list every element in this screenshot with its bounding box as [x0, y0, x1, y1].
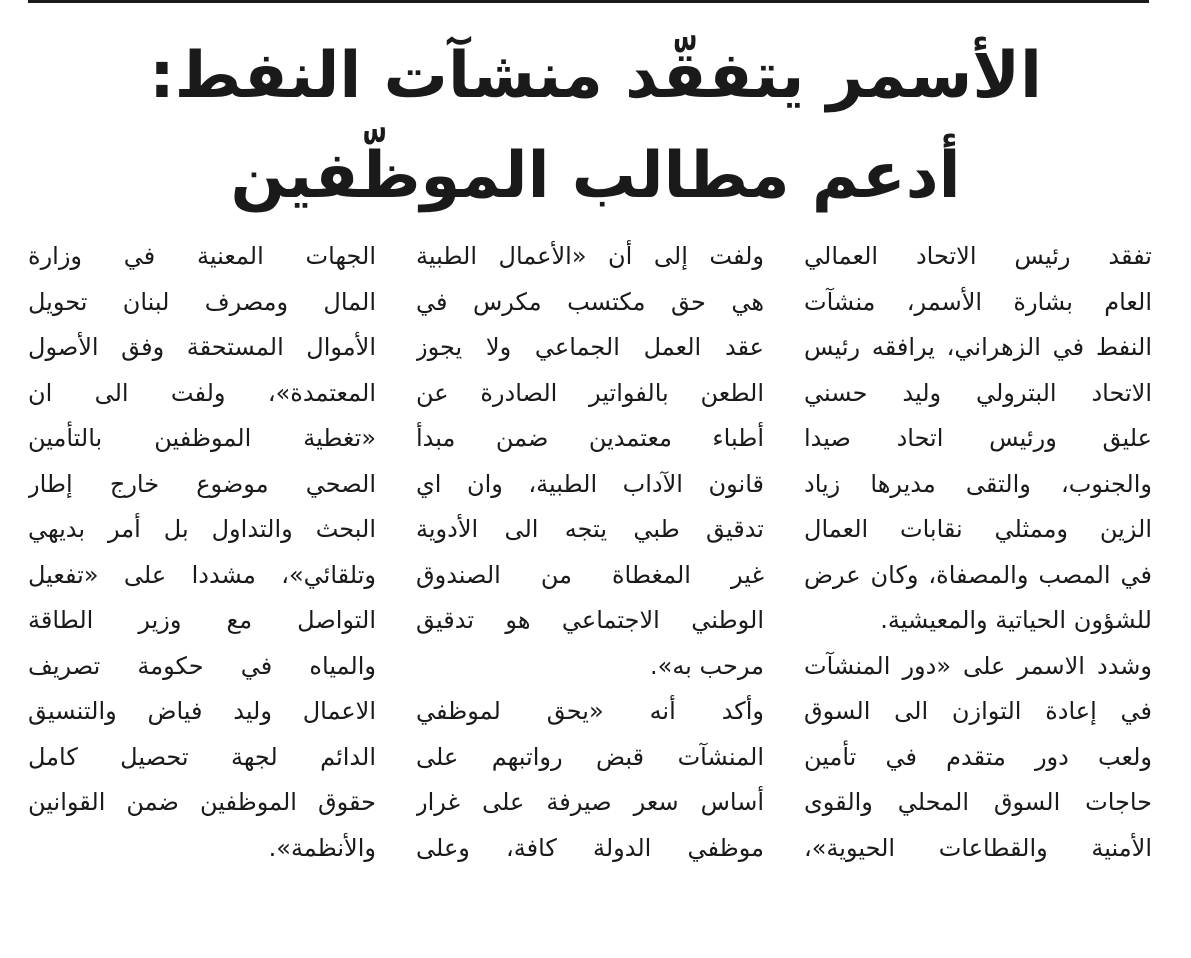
body-line: الجهات المعنية في وزارة [28, 242, 376, 270]
headline-line-2: أدعم مطالب الموظّفين [230, 139, 961, 213]
body-line: النفط في الزهراني، يرافقه رئيس [804, 333, 1152, 361]
body-line: للشؤون الحياتية والمعيشية. [880, 606, 1152, 634]
body-line: الصحي موضوع خارج إطار [28, 469, 376, 498]
body-line: موظفي الدولة كافة، وعلى [416, 833, 764, 862]
article-body [28, 234, 1152, 894]
body-line: المال ومصرف لبنان تحويل [28, 287, 376, 316]
body-line: الأمنية والقطاعات الحيوية»، [804, 833, 1152, 862]
body-line: غير المغطاة من الصندوق [416, 560, 764, 589]
body-line: أطباء معتمدين ضمن مبدأ [416, 424, 764, 452]
body-line: الزين وممثلي نقابات العمال [804, 515, 1152, 543]
body-line: التواصل مع وزير الطاقة [28, 606, 376, 634]
article-column-3 [28, 234, 376, 894]
article-column-2 [416, 234, 764, 894]
body-line: تفقد رئيس الاتحاد العمالي [804, 242, 1152, 270]
body-line: والجنوب، والتقى مديرها زياد [804, 469, 1152, 498]
article-headline [40, 26, 1151, 226]
top-rule [28, 0, 1149, 3]
body-line: مرحب به». [650, 651, 764, 680]
body-line: في إعادة التوازن الى السوق [804, 697, 1152, 725]
body-line: والأنظمة». [268, 833, 376, 862]
body-line: ولعب دور متقدم في تأمين [804, 742, 1152, 771]
article-column-1 [804, 234, 1152, 894]
body-line: عليق ورئيس اتحاد صيدا [804, 424, 1152, 452]
body-line: وأكد أنه «يحق لموظفي [416, 697, 764, 725]
body-line: هي حق مكتسب مكرس في [416, 287, 764, 316]
body-line: والمياه في حكومة تصريف [28, 651, 376, 680]
body-line: أساس سعر صيرفة على غرار [416, 788, 764, 816]
body-line: الاتحاد البترولي وليد حسني [804, 378, 1152, 407]
body-line: قانون الآداب الطبية، وان اي [416, 469, 764, 498]
body-line: الأموال المستحقة وفق الأصول [28, 333, 376, 361]
body-line: الدائم لجهة تحصيل كامل [28, 742, 376, 771]
body-line: البحث والتداول بل أمر بديهي [28, 515, 376, 543]
body-line: الوطني الاجتماعي هو تدقيق [416, 606, 764, 634]
body-line: الطعن بالفواتير الصادرة عن [416, 378, 764, 407]
body-line: وشدد الاسمر على «دور المنشآت [804, 651, 1152, 680]
body-line: وتلقائي»، مشددا على «تفعيل [28, 560, 376, 589]
body-line: في المصب والمصفاة، وكان عرض [804, 560, 1152, 589]
body-line: «تغطية الموظفين بالتأمين [28, 424, 376, 452]
body-line: حاجات السوق المحلي والقوى [804, 788, 1152, 816]
body-line: تدقيق طبي يتجه الى الأدوية [416, 515, 764, 543]
body-line: عقد العمل الجماعي ولا يجوز [416, 333, 764, 361]
headline-line-1: الأسمر يتفقّد منشآت النفط: [149, 39, 1042, 113]
body-line: حقوق الموظفين ضمن القوانين [28, 788, 376, 816]
body-line: ولفت إلى أن «الأعمال الطبية [416, 242, 764, 270]
body-line: الاعمال وليد فياض والتنسيق [28, 697, 376, 725]
body-line: المعتمدة»، ولفت الى ان [28, 378, 376, 407]
body-line: المنشآت قبض رواتبهم على [416, 742, 764, 771]
body-line: العام بشارة الأسمر، منشآت [804, 287, 1152, 316]
